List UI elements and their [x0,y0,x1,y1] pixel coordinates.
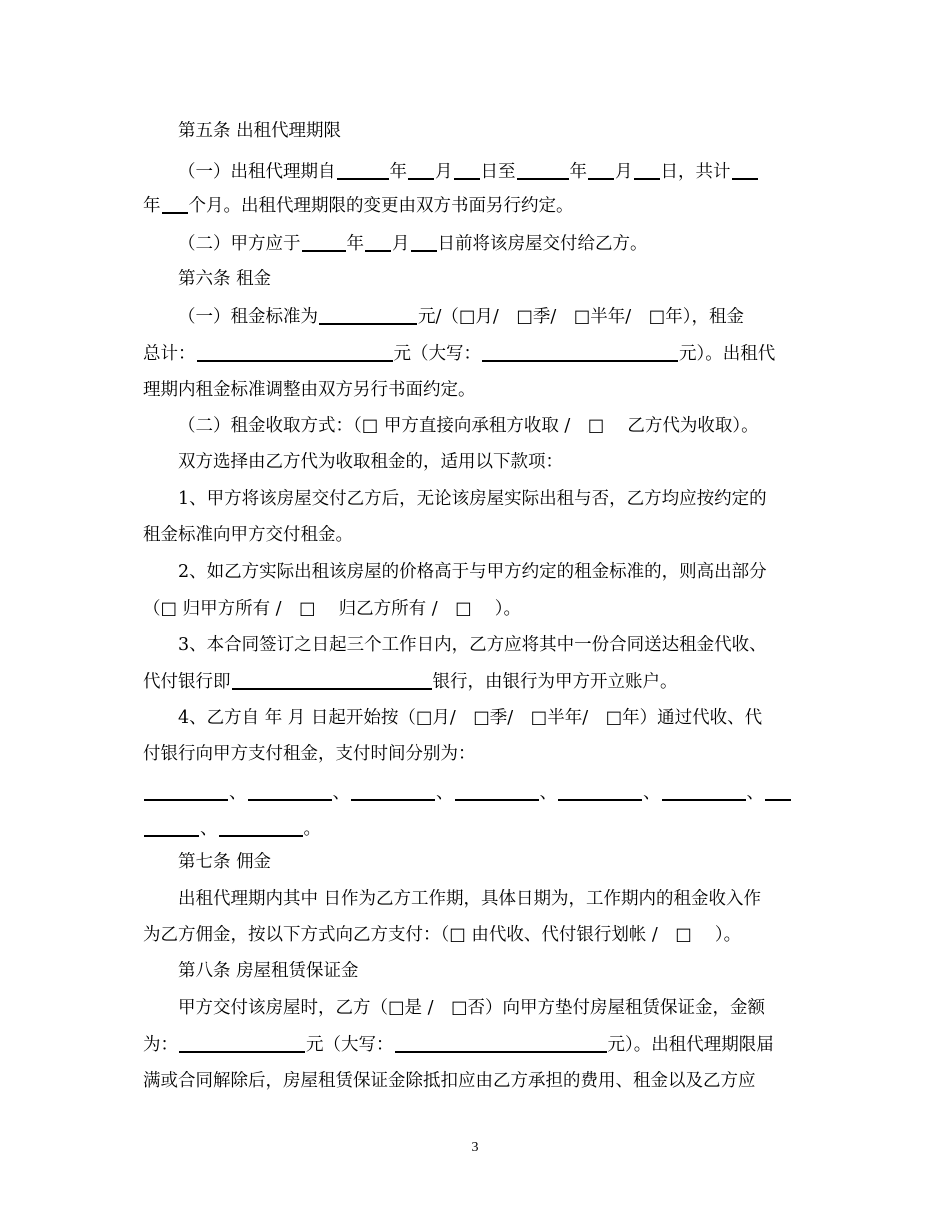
blank-line [517,158,569,180]
article-6-item-3-line-2: 代付银行即 银行，由银行为甲方开立账户。 [143,668,808,695]
blank-line [351,779,435,801]
article-7-line-2: 为乙方佣金，按以下方式向乙方支付：（□ 由代收、代付银行划帐 / □ ）。 [143,925,742,945]
payment-dates-blanks-line-1: 、 、 、 、 、 、 [143,779,808,806]
blank-line [219,815,303,837]
blank-line [411,230,437,252]
blank-line [395,1031,607,1053]
blank-line [558,779,642,801]
blank-line [197,340,393,362]
blank-line [337,158,389,180]
article-8-line-2: 为： 元（大写： 元）。出租代理期限届 [143,1031,808,1058]
article-5-title: 第五条 出租代理期限 [178,121,342,141]
article-6-item-2-line-1: 2、如乙方实际出租该房屋的价格高于与甲方约定的租金标准的，则高出部分 [178,562,767,582]
article-6-item-4-line-2: 付银行向甲方支付租金，支付时间分别为： [143,744,476,764]
article-6-item-2-line-2: （□ 归甲方所有 / □ 归乙方所有 / □ ）。 [143,599,521,619]
article-8-title: 第八条 房屋租赁保证金 [178,961,359,981]
article-8-line-1: 甲方交付该房屋时，乙方（□是 / □否）向甲方垫付房屋租赁保证金，金额 [178,998,766,1018]
blank-line [365,230,391,252]
blank-line [319,303,417,325]
blank-line [162,192,188,214]
page-number: 3 [471,1140,479,1155]
article-5-clause-1-line-2: 年 个月。出租代理期限的变更由双方书面另行约定。 [143,192,808,219]
article-5-clause-2: （二）甲方应于 年 月 日前将该房屋交付给乙方。 [178,230,808,257]
blank-line [732,158,758,180]
article-7-line-1: 出租代理期内其中 日作为乙方工作期，具体日期为，工作期内的租金收入作 [178,889,762,909]
blank-line [248,779,332,801]
blank-line [634,158,660,180]
article-7-title: 第七条 佣金 [178,852,272,872]
article-6-item-1-line-2: 租金标准向甲方交付租金。 [143,525,353,545]
article-6-clause-1-line-1: （一）租金标准为 元/（□月/ □季/ □半年/ □年），租金 [178,303,808,330]
article-6-item-3-line-1: 3、本合同签订之日起三个工作日内，乙方应将其中一份合同送达租金代收、 [178,635,767,655]
article-6-clause-2: （二）租金收取方式：（□ 甲方直接向承租方收取 / □ 乙方代为收取）。 [178,416,759,436]
blank-line [144,815,199,837]
article-8-line-3: 满或合同解除后，房屋租赁保证金除抵扣应由乙方承担的费用、租金以及乙方应 [143,1071,756,1091]
blank-line [455,779,539,801]
article-6-clause-1-line-2: 总计： 元（大写： 元）。出租代 [143,340,808,367]
blank-line [454,158,480,180]
article-6-item-1-line-1: 1、甲方将该房屋交付乙方后，无论该房屋实际出租与否，乙方均应按约定的 [178,489,767,509]
blank-line [144,779,228,801]
blank-line [408,158,434,180]
blank-line [482,340,678,362]
article-6-clause-1-line-3: 理期内租金标准调整由双方另行书面约定。 [143,380,476,400]
payment-dates-blanks-line-2: 、 。 [143,815,808,842]
blank-line [662,779,746,801]
blank-line [765,779,791,801]
article-6-title: 第六条 租金 [178,269,272,289]
blank-line [302,230,346,252]
article-6-note: 双方选择由乙方代为收取租金的，适用以下款项： [178,452,563,472]
article-5-clause-1-line-1: （一）出租代理期自 年 月 日至 年 月 日，共计 [178,158,808,185]
blank-line [588,158,614,180]
blank-line [179,1031,305,1053]
article-6-item-4-line-1: 4、乙方自 年 月 日起开始按（□月/ □季/ □半年/ □年）通过代收、代 [178,708,763,728]
blank-line [232,668,432,690]
